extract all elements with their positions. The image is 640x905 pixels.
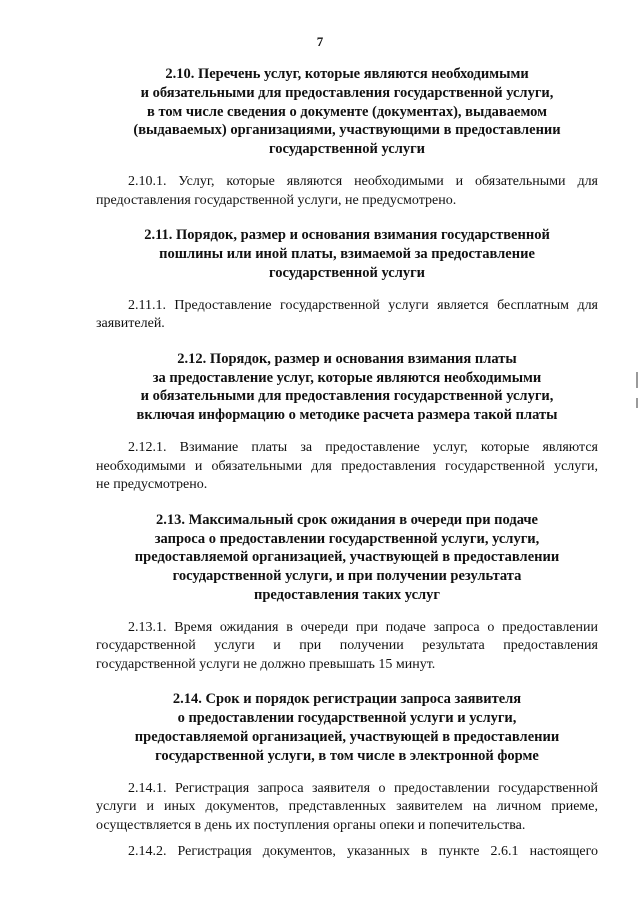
heading-line: и обязательными для предоставления государственной услуги, xyxy=(140,84,554,101)
section-paragraph xyxy=(96,297,598,334)
paragraph-line: государственной услуги не должно превышать 15 минут. xyxy=(96,656,436,672)
heading-line: предоставляемой организацией, участвующей в предоставлении xyxy=(134,729,560,746)
paragraph-line: 2.11.1. Предоставление государственной услуги является бесплатным для xyxy=(128,297,598,313)
heading-line: (выдаваемых) организациями, участвующими в предоставлении xyxy=(133,122,561,139)
heading-line: за предоставление услуг, которые являются необходимыми xyxy=(152,369,542,386)
paragraph-line: 2.14.1. Регистрация запроса заявителя о предоставлении государственной xyxy=(128,780,598,796)
paragraph-line: не предусмотрено. xyxy=(96,477,208,493)
page-number: 7 xyxy=(316,34,324,49)
heading-line: 2.12. Порядок, размер и основания взимания платы xyxy=(177,350,517,367)
paragraph-line: услуги и иных документов, представленных заявителем на личном приеме, xyxy=(96,799,598,815)
heading-line: включая информацию о методике расчета размера такой платы xyxy=(136,407,558,424)
section-paragraph xyxy=(96,173,598,210)
paragraph-line: государственной услуги и при получении результата предоставления xyxy=(96,638,598,654)
heading-line: о предоставлении государственной услуги и услуги, xyxy=(177,710,517,727)
section-heading xyxy=(96,511,598,605)
paragraph-line: заявителей. xyxy=(96,316,165,332)
heading-line: государственной услуги xyxy=(268,141,426,158)
heading-line: и обязательными для предоставления государственной услуги, xyxy=(140,388,554,405)
paragraph-line: необходимыми и обязательными для предоставления государственной услуги, xyxy=(96,458,598,474)
section-paragraph xyxy=(96,439,598,495)
section-paragraph xyxy=(96,619,598,675)
paragraph-line: 2.14.2. Регистрация документов, указанных в пункте 2.6.1 настоящего xyxy=(128,844,598,860)
paragraph-line: осуществляется в день их поступления органы опеки и попечительства. xyxy=(96,817,526,833)
heading-line: государственной услуги xyxy=(268,264,426,281)
heading-line: предоставления таких услуг xyxy=(254,586,440,603)
heading-line: государственной услуги, и при получении результата xyxy=(172,568,522,585)
heading-line: 2.10. Перечень услуг, которые являются необходимыми xyxy=(165,66,529,82)
section-heading xyxy=(96,690,598,765)
heading-line: 2.13. Максимальный срок ожидания в очереди при подаче xyxy=(156,511,538,528)
section-heading xyxy=(96,65,598,159)
heading-line: 2.11. Порядок, размер и основания взимания государственной xyxy=(144,227,550,244)
heading-line: предоставляемой организацией, участвующей в предоставлении xyxy=(134,549,560,566)
section-heading xyxy=(96,350,598,425)
paragraph-line: предоставления государственной услуги, не предусмотрено. xyxy=(96,192,457,208)
paragraph-line: 2.12.1. Взимание платы за предоставление услуг, которые являются xyxy=(128,439,598,455)
margin-scan-mark xyxy=(636,398,638,408)
heading-line: государственной услуги, в том числе в электронной форме xyxy=(155,747,539,764)
document-body xyxy=(96,65,598,862)
margin-scan-mark xyxy=(636,372,638,388)
section-paragraph xyxy=(96,780,598,836)
paragraph-line: 2.10.1. Услуг, которые являются необходимыми и обязательными для xyxy=(128,173,598,189)
paragraph-line: 2.13.1. Время ожидания в очереди при подаче запроса о предоставлении xyxy=(128,619,598,635)
heading-line: запроса о предоставлении государственной услуги, услуги, xyxy=(154,530,540,547)
heading-line: в том числе сведения о документе (документах), выдаваемом xyxy=(147,103,547,120)
section-heading xyxy=(96,226,598,282)
section-paragraph xyxy=(96,843,598,862)
heading-line: пошлины или иной платы, взимаемой за предоставление xyxy=(159,245,535,262)
heading-line: 2.14. Срок и порядок регистрации запроса заявителя xyxy=(172,691,522,708)
